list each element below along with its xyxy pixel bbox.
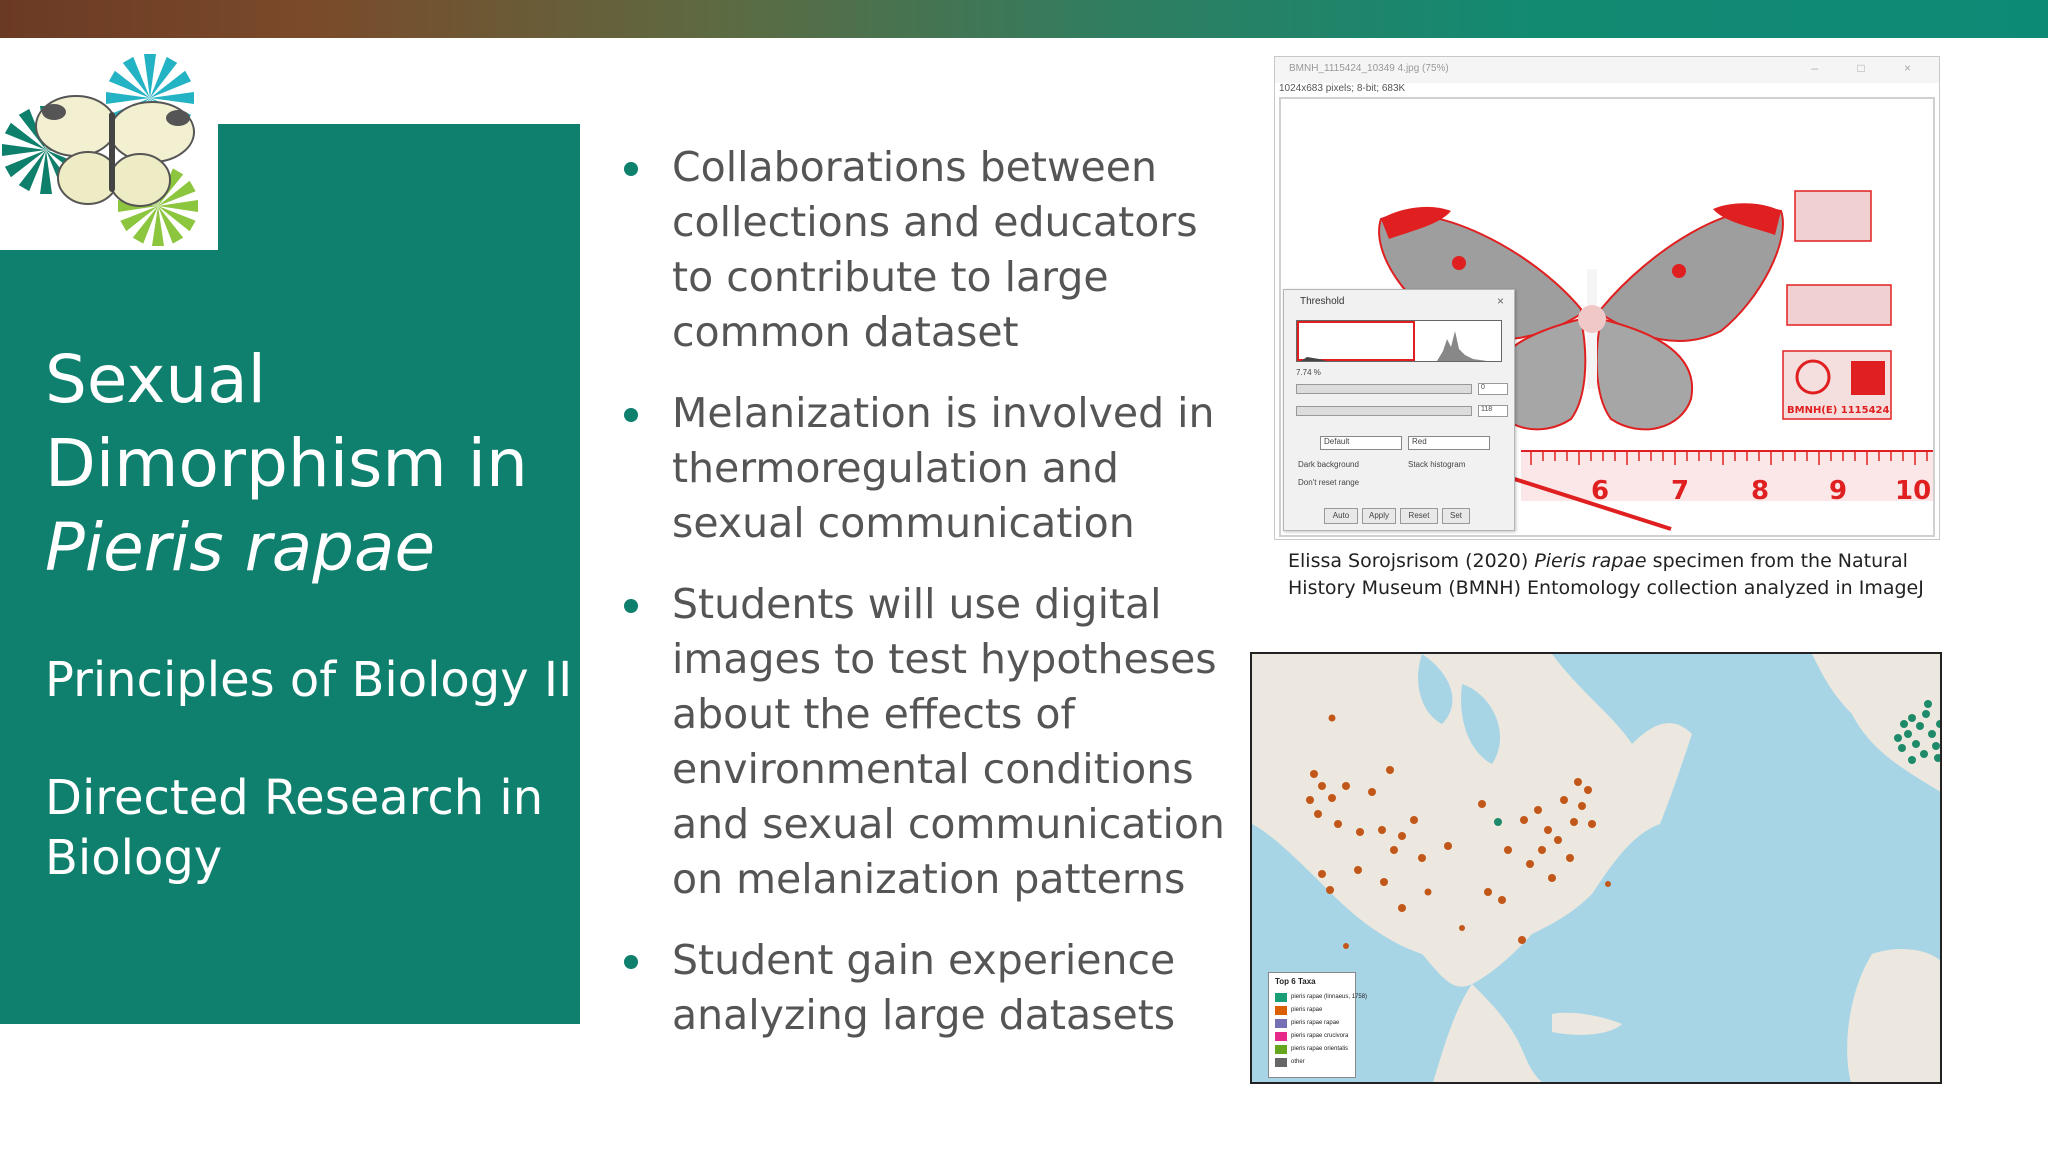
legend-swatch <box>1275 1006 1287 1015</box>
threshold-dialog-title: Threshold <box>1300 296 1345 307</box>
stack-histogram-checkbox[interactable]: Stack histogram <box>1408 460 1466 469</box>
legend-item <box>1275 1056 1353 1068</box>
legend-item <box>1275 1004 1353 1016</box>
slide-title-species: Pieris rapae <box>45 509 436 586</box>
bullet-text: Student gain experience analyzing large datasets <box>672 936 1176 1039</box>
legend-item <box>1275 1030 1353 1042</box>
close-icon[interactable]: × <box>1496 294 1504 308</box>
bullet-item <box>620 140 1240 360</box>
bullet-item <box>620 933 1240 1043</box>
window-controls-icon: – □ × <box>1811 61 1929 75</box>
legend-label: pieris rapae <box>1291 1007 1323 1013</box>
threshold-histogram <box>1296 320 1502 362</box>
bullet-text: Students will use digital images to test hypotheses about the effects of environmental conditions and sexual communication on melanization patterns <box>672 580 1225 903</box>
course-name-2-line1: Directed Research in <box>45 770 544 826</box>
image-caption <box>1288 548 1948 602</box>
slide-title-block <box>45 338 575 888</box>
legend-label: pieris rapae orientalis <box>1291 1046 1349 1052</box>
legend-label: pieris rapae (linnaeus, 1758) <box>1291 994 1368 1000</box>
specimen-distribution-map <box>1250 652 1942 1084</box>
threshold-percent: 7.74 % <box>1296 368 1321 377</box>
legend-label: other <box>1291 1059 1305 1065</box>
ruler-number: 7 <box>1671 476 1690 506</box>
bullet-list <box>620 140 1240 1069</box>
max-threshold-slider[interactable] <box>1296 406 1472 416</box>
slide-title-line1: Sexual <box>45 341 267 418</box>
legend-swatch <box>1275 1045 1287 1054</box>
course-name-1: Principles of Biology II <box>45 652 573 708</box>
threshold-dialog <box>1283 289 1515 531</box>
ruler-number: 10 <box>1895 476 1932 506</box>
top-gradient-bar <box>0 0 2048 38</box>
set-button[interactable]: Set <box>1442 508 1470 524</box>
legend-swatch <box>1275 1032 1287 1041</box>
bullet-item <box>620 577 1240 907</box>
dark-background-checkbox[interactable]: Dark background <box>1298 460 1359 469</box>
bullet-dot-icon <box>624 955 638 969</box>
reset-button[interactable]: Reset <box>1400 508 1438 524</box>
bullet-item <box>620 386 1240 551</box>
max-threshold-value[interactable]: 118 <box>1478 405 1508 417</box>
legend-swatch <box>1275 1019 1287 1028</box>
bullet-text: Melanization is involved in thermoregulation and sexual communication <box>672 389 1215 547</box>
min-threshold-slider[interactable] <box>1296 384 1472 394</box>
imagej-screenshot <box>1274 56 1940 540</box>
apply-button[interactable]: Apply <box>1362 508 1396 524</box>
legend-item <box>1275 1017 1353 1029</box>
ruler-number: 6 <box>1591 476 1610 506</box>
ruler-number: 8 <box>1751 476 1770 506</box>
legend-swatch <box>1275 993 1287 1002</box>
map-legend <box>1268 972 1368 1078</box>
ruler-number: 9 <box>1829 476 1848 506</box>
bullet-dot-icon <box>624 599 638 613</box>
legend-item <box>1275 1043 1353 1055</box>
legend-item <box>1275 991 1368 1003</box>
imagej-image-info: 1024x683 pixels; 8-bit; 683K <box>1279 83 1406 94</box>
legend-label: pieris rapae rapae <box>1291 1020 1340 1026</box>
course-name-2-line2: Biology <box>45 830 223 886</box>
caption-text-end: specimen from the Natural History Museum (BMNH) Entomology collection analyzed in ImageJ <box>1288 550 1924 599</box>
auto-button[interactable]: Auto <box>1324 508 1358 524</box>
legend-label: pieris rapae crucivora <box>1291 1033 1349 1039</box>
bullet-text: Collaborations between collections and educators to contribute to large common dataset <box>672 143 1198 356</box>
slide-title-line2: Dimorphism in <box>45 425 528 502</box>
imagej-window-title: BMNH_1115424_10349 4.jpg (75%) <box>1275 57 1939 83</box>
caption-text-start: Elissa Sorojsrisom (2020) <box>1288 550 1535 572</box>
legend-title: Top 6 Taxa <box>1275 977 1316 986</box>
butterfly-logo <box>0 38 218 250</box>
legend-swatch <box>1275 1058 1287 1067</box>
bullet-dot-icon <box>624 162 638 176</box>
caption-species: Pieris rapae <box>1534 550 1647 572</box>
dont-reset-range-checkbox[interactable]: Don't reset range <box>1298 478 1360 487</box>
min-threshold-value[interactable]: 0 <box>1478 383 1508 395</box>
bullet-dot-icon <box>624 408 638 422</box>
display-mode-select[interactable]: Red <box>1408 436 1490 450</box>
specimen-id-text: BMNH(E) 1115424 <box>1787 405 1890 416</box>
method-select[interactable]: Default <box>1320 436 1402 450</box>
